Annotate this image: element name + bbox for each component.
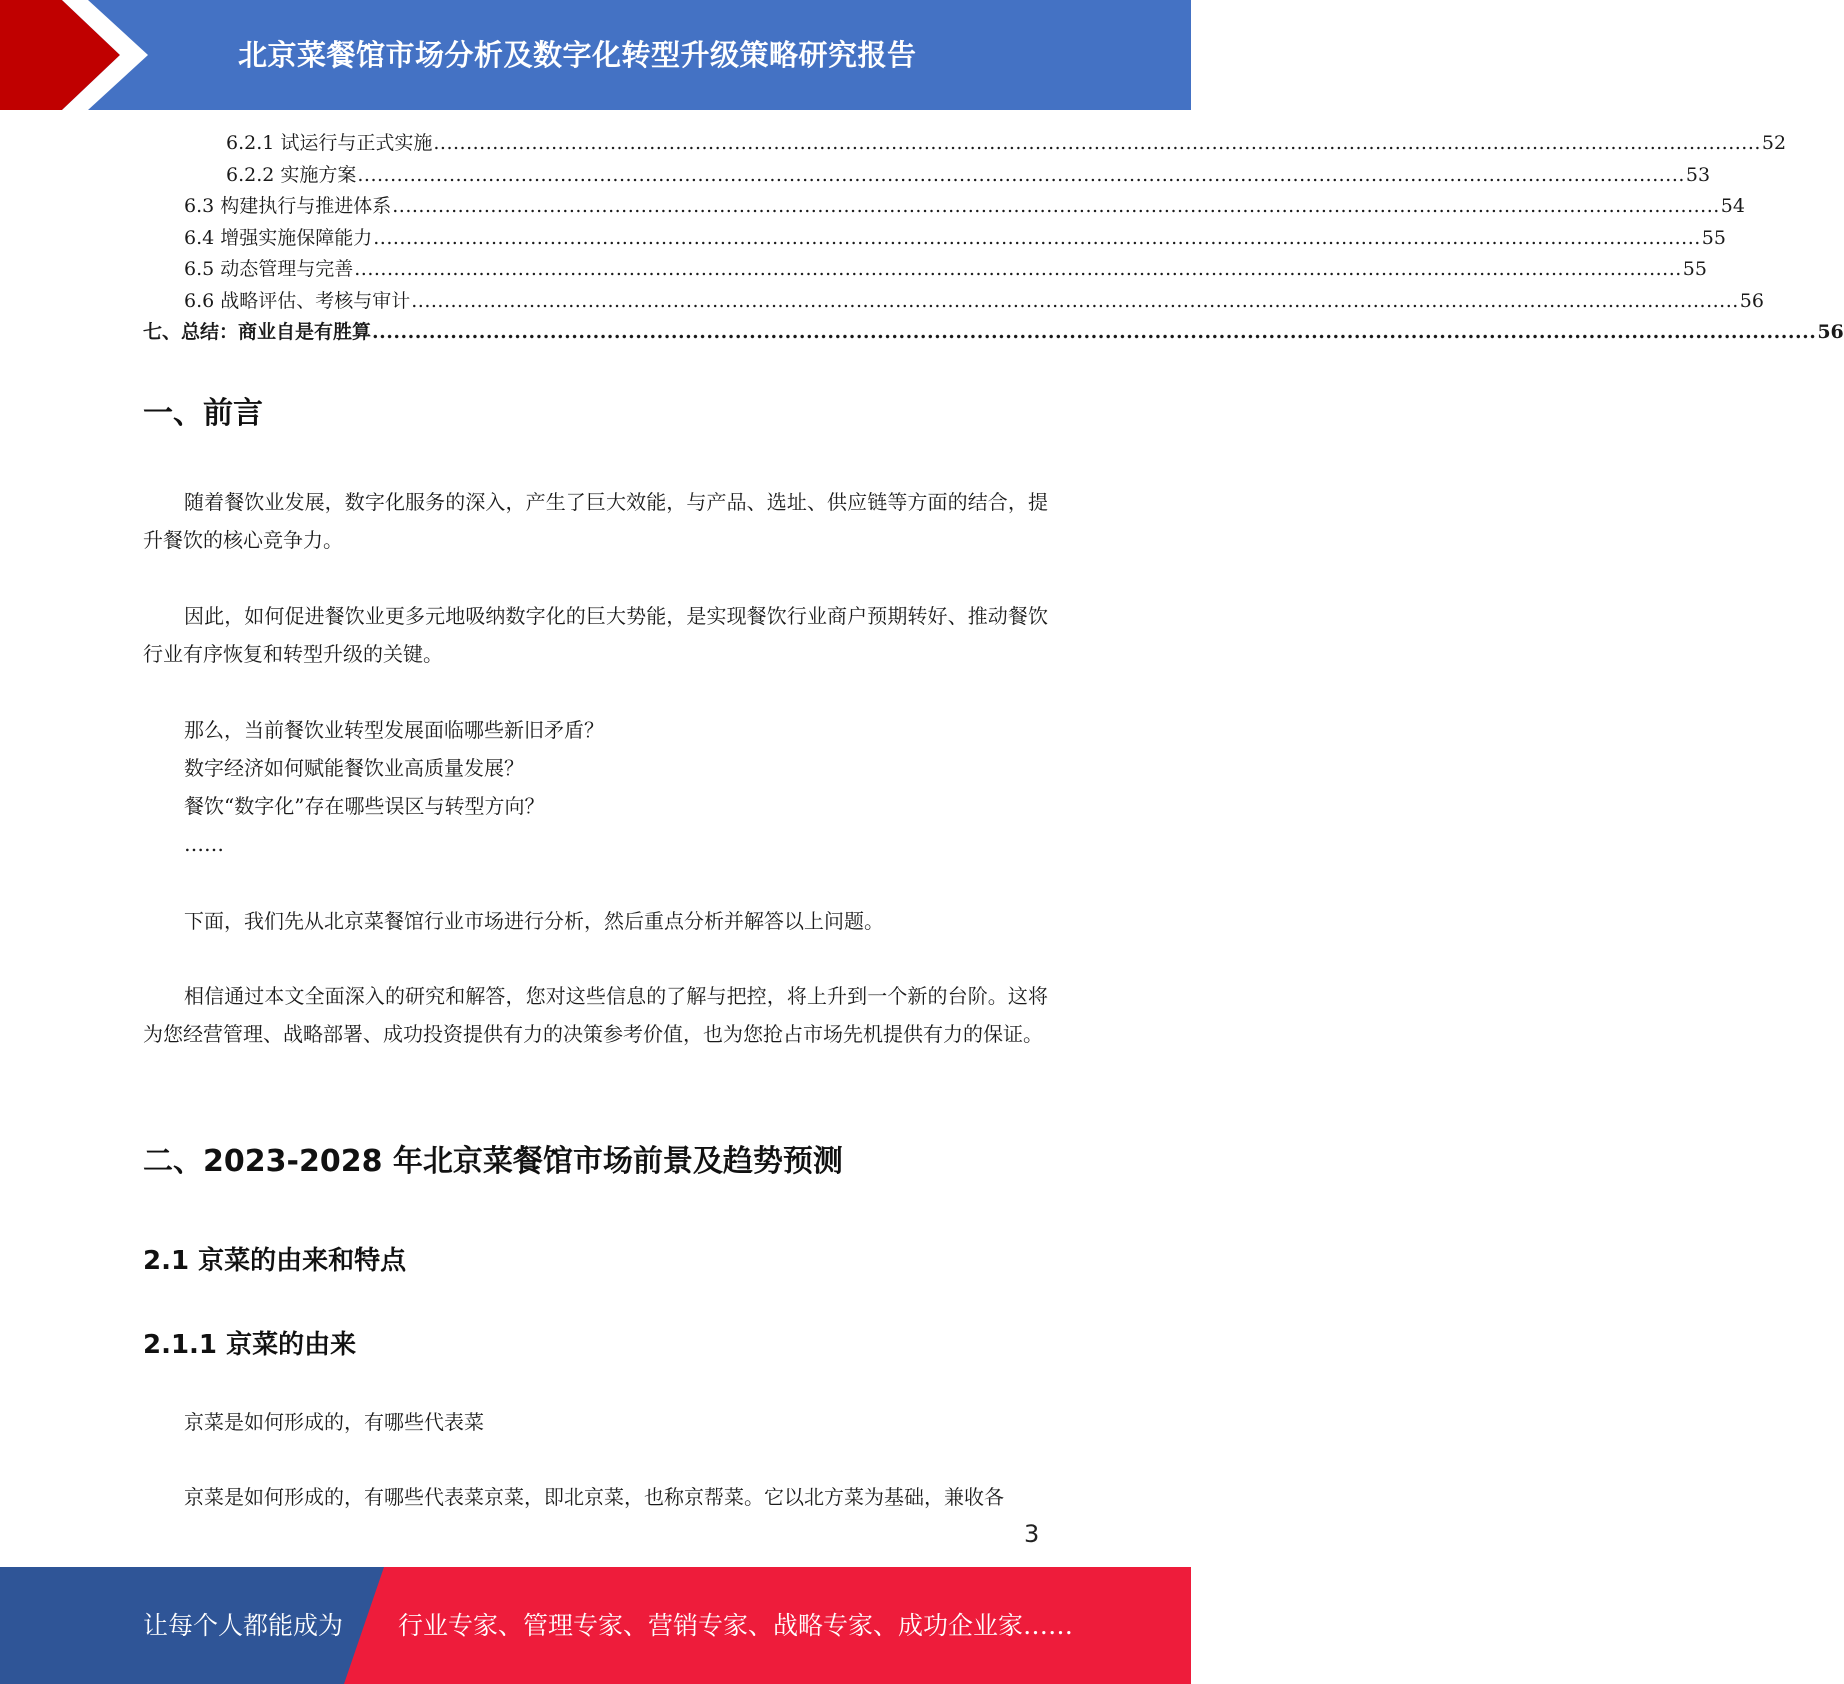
question-line: 数字经济如何赋能餐饮业高质量发展？ [184, 756, 524, 780]
toc-entry[interactable] [143, 128, 1787, 160]
ellipsis-line: …… [184, 832, 224, 856]
toc-dot-leader: ........................................................................................................................................................................................................... [357, 163, 1685, 186]
toc-dot-leader: ........................................................................................................................................................................................................... [354, 258, 1682, 280]
toc-dot-leader: ........................................................................................................................................................................................................... [372, 321, 1817, 343]
body-paragraph: 相信通过本文全面深入的研究和解答，您对这些信息的了解与把控，将上升到一个新的台阶。这将为您经营管理、战略部署、成功投资提供有力的决策参考价值，也为您抢占市场先机提供有力的保证。 [143, 984, 1048, 1046]
toc-entry-page: 56 [1739, 289, 1764, 312]
toc-entry-label: 七、总结：商业自是有胜算 [143, 321, 372, 343]
body-paragraph: 随着餐饮业发展，数字化服务的深入，产生了巨大效能，与产品、选址、供应链等方面的结合，提升餐饮的核心竞争力。 [143, 490, 1048, 552]
toc-dot-leader: ........................................................................................................................................................................................................... [373, 226, 1701, 249]
question-line: 那么，当前餐饮业转型发展面临哪些新旧矛盾？ [184, 718, 604, 742]
toc-entry-label: 6.2.2 实施方案 [226, 163, 357, 186]
toc-dot-leader: ........................................................................................................................................................................................................... [392, 195, 1720, 217]
page-footer [0, 1567, 1191, 1684]
toc-entry-page: 55 [1701, 226, 1726, 249]
toc-entry[interactable] [143, 254, 1707, 286]
toc-entry-label: 6.4 增强实施保障能力 [184, 226, 373, 249]
toc-entry-label: 6.2.1 试运行与正式实施 [226, 132, 433, 154]
body-line: 京菜是如何形成的，有哪些代表菜京菜，即北京菜，也称京帮菜。它以北方菜为基础，兼收各 [184, 1485, 1004, 1509]
toc-entry-page: 53 [1685, 163, 1711, 186]
toc-entry-page: 52 [1761, 132, 1787, 154]
page-header [0, 0, 1191, 110]
question-line: 餐饮“数字化”存在哪些误区与转型方向？ [184, 794, 545, 818]
toc-entry[interactable] [143, 286, 1764, 318]
subsection-heading: 2.1 京菜的由来和特点 [143, 1246, 407, 1276]
toc-entry-page: 56 [1817, 321, 1844, 343]
footer-slogan-left: 让每个人都能成为 [143, 1611, 344, 1640]
toc-entry-label: 6.5 动态管理与完善 [184, 258, 354, 280]
toc-entry[interactable] [143, 223, 1726, 255]
body-line: 京菜是如何形成的，有哪些代表菜 [184, 1410, 484, 1434]
page-number: 3 [1024, 1520, 1040, 1548]
toc-entry[interactable] [143, 317, 1844, 349]
body-paragraph: 下面，我们先从北京菜餐馆行业市场进行分析，然后重点分析并解答以上问题。 [184, 909, 884, 933]
toc-entry-label: 6.6 战略评估、考核与审计 [184, 289, 411, 312]
toc-entry[interactable] [143, 191, 1745, 223]
body-paragraph: 因此，如何促进餐饮业更多元地吸纳数字化的巨大势能，是实现餐饮行业商户预期转好、推动餐饮行业有序恢复和转型升级的关键。 [143, 604, 1048, 666]
toc-dot-leader: ........................................................................................................................................................................................................... [433, 132, 1761, 154]
table-of-contents [143, 128, 1844, 349]
section-heading-preface: 一、前言 [143, 396, 263, 431]
footer-slogan-right: 行业专家、管理专家、营销专家、战略专家、成功企业家…… [398, 1611, 1074, 1640]
report-title: 北京菜餐馆市场分析及数字化转型升级策略研究报告 [238, 38, 917, 72]
section-heading-forecast: 二、2023-2028 年北京菜餐馆市场前景及趋势预测 [143, 1144, 843, 1179]
toc-entry[interactable] [143, 160, 1711, 192]
toc-dot-leader: ........................................................................................................................................................................................................... [411, 289, 1739, 312]
toc-entry-page: 54 [1720, 195, 1745, 217]
toc-entry-label: 6.3 构建执行与推进体系 [184, 195, 392, 217]
toc-entry-page: 55 [1682, 258, 1707, 280]
subsubsection-heading: 2.1.1 京菜的由来 [143, 1330, 357, 1360]
